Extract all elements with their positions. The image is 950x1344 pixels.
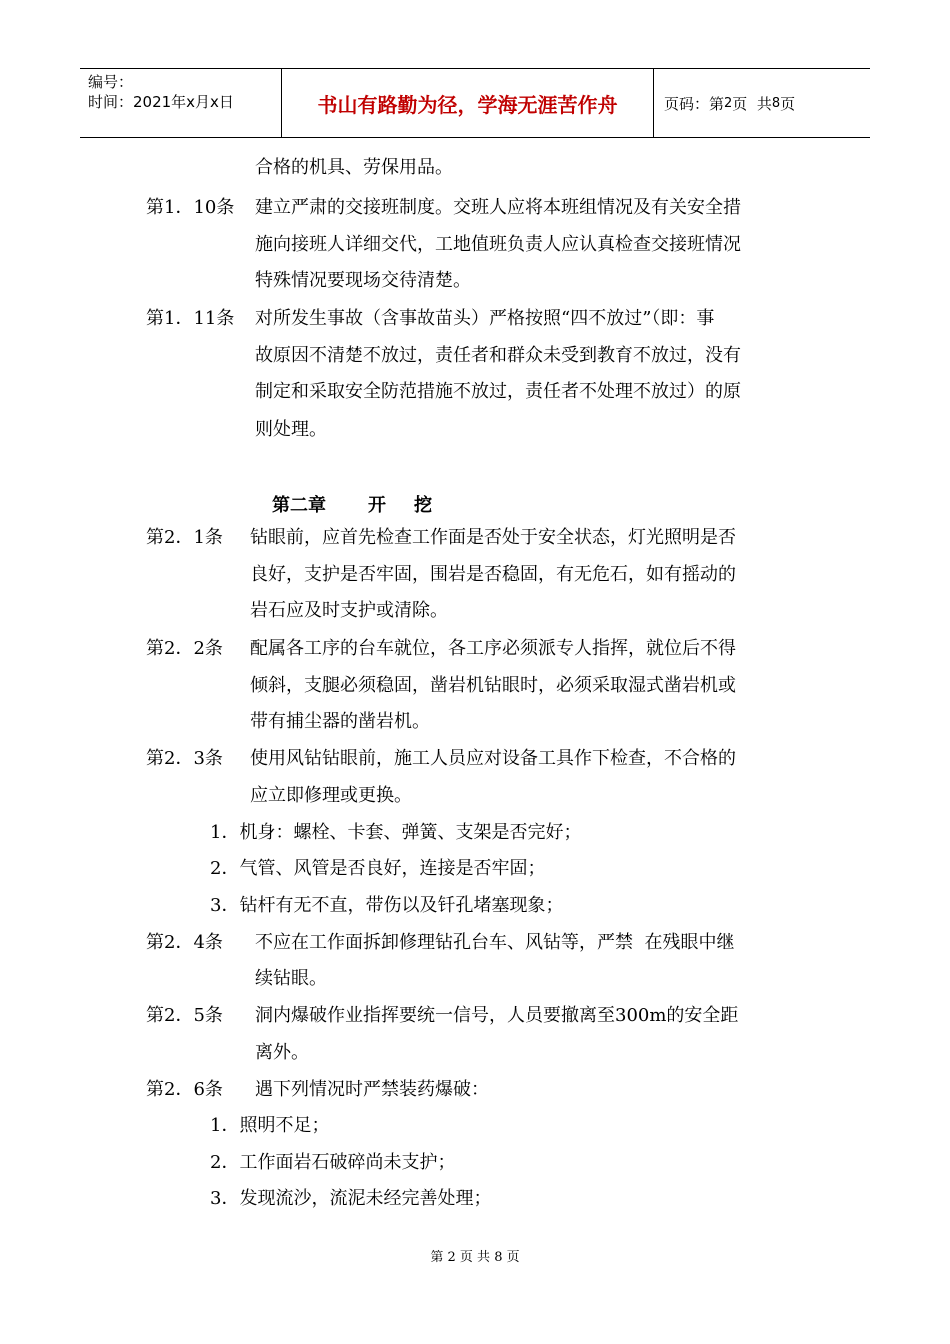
article-number: 第2．5条 [146,1005,223,1026]
article-number: 第1．10条 [146,197,235,218]
header-motto: 书山有路勤为径，学海无涯苦作舟 [282,69,654,137]
chapter-char: 挖 [414,495,432,516]
chapter-char: 开 [368,495,386,516]
article-number: 第2．2条 [146,638,223,659]
article-text-line: 洞内爆破作业指挥要统一信号，人员要撤离至300m的安全距 [255,1005,739,1026]
article-text-line: 续钻眼。 [255,968,327,989]
list-item: 3．钻杆有无不直，带伤以及钎孔堵塞现象； [210,895,564,916]
article-number: 第1．11条 [146,308,235,329]
article-text-line: 制定和采取安全防范措施不放过，责任者不处理不放过）的原 [255,381,741,402]
article-text-line: 岩石应及时支护或清除。 [250,600,448,621]
list-item: 1．照明不足； [210,1115,330,1136]
article-text-line: 施向接班人详细交代，工地值班负责人应认真检查交接班情况 [255,234,741,255]
article-text-line: 使用风钻钻眼前，施工人员应对设备工具作下检查，不合格的 [250,748,736,769]
page-footer: 第 2 页 共 8 页 [430,1250,520,1265]
page-header [80,68,870,138]
article-text-line: 离外。 [255,1042,309,1063]
page-mid-label: 页 共 [732,94,772,113]
list-item: 1．机身：螺栓、卡套、弹簧、支架是否完好； [210,822,582,843]
article-number: 第2．4条 [146,932,223,953]
article-text-line: 配属各工序的台车就位，各工序必须派专人指挥，就位后不得 [250,638,736,659]
article-text-line: 特殊情况要现场交待清楚。 [255,270,471,291]
article-text-line: 不应在工作面拆卸修理钻孔台车、风钻等，严禁 在残眼中继 [255,932,735,953]
article-text-line: 故原因不清楚不放过，责任者和群众未受到教育不放过，没有 [255,345,741,366]
article-text-line: 倾斜，支腿必须稳固，凿岩机钻眼时，必须采取湿式凿岩机或 [250,675,736,696]
document-date-label: 时间：2021年x月x日 [88,93,234,111]
article-text-line: 对所发生事故（含事故苗头）严格按照“四不放过”（即：事 [255,308,715,329]
chapter-title [272,491,432,517]
article-number: 第2．1条 [146,527,223,548]
article-text-line: 应立即修理或更换。 [250,785,412,806]
article-text-line: 遇下列情况时严禁装药爆破： [255,1079,489,1100]
page-end-label: 页 [780,94,796,113]
page-total: 8 [771,95,781,111]
article-number: 第2．3条 [146,748,223,769]
list-item: 2．气管、风管是否良好，连接是否牢固； [210,858,546,879]
header-info [80,69,282,137]
list-item: 3．发现流沙，流泥未经完善处理； [210,1188,492,1209]
document-number-label: 编号： [88,73,134,91]
article-text-line: 钻眼前，应首先检查工作面是否处于安全状态，灯光照明是否 [250,527,736,548]
page-label: 页码：第 [664,94,725,113]
page-number: 2 [724,95,733,111]
chapter-label: 第二章 [272,495,326,516]
list-item: 2．工作面岩石破碎尚未支护； [210,1152,456,1173]
article-number: 第2．6条 [146,1079,223,1100]
article-text-line: 建立严肃的交接班制度。交班人应将本班组情况及有关安全措 [255,197,741,218]
article-text-line: 带有捕尘器的凿岩机。 [250,711,430,732]
continuation-line: 合格的机具、劳保用品。 [255,157,453,178]
article-text-line: 则处理。 [255,419,327,440]
header-page-info [654,69,870,137]
article-text-line: 良好，支护是否牢固，围岩是否稳固，有无危石，如有摇动的 [250,564,736,585]
